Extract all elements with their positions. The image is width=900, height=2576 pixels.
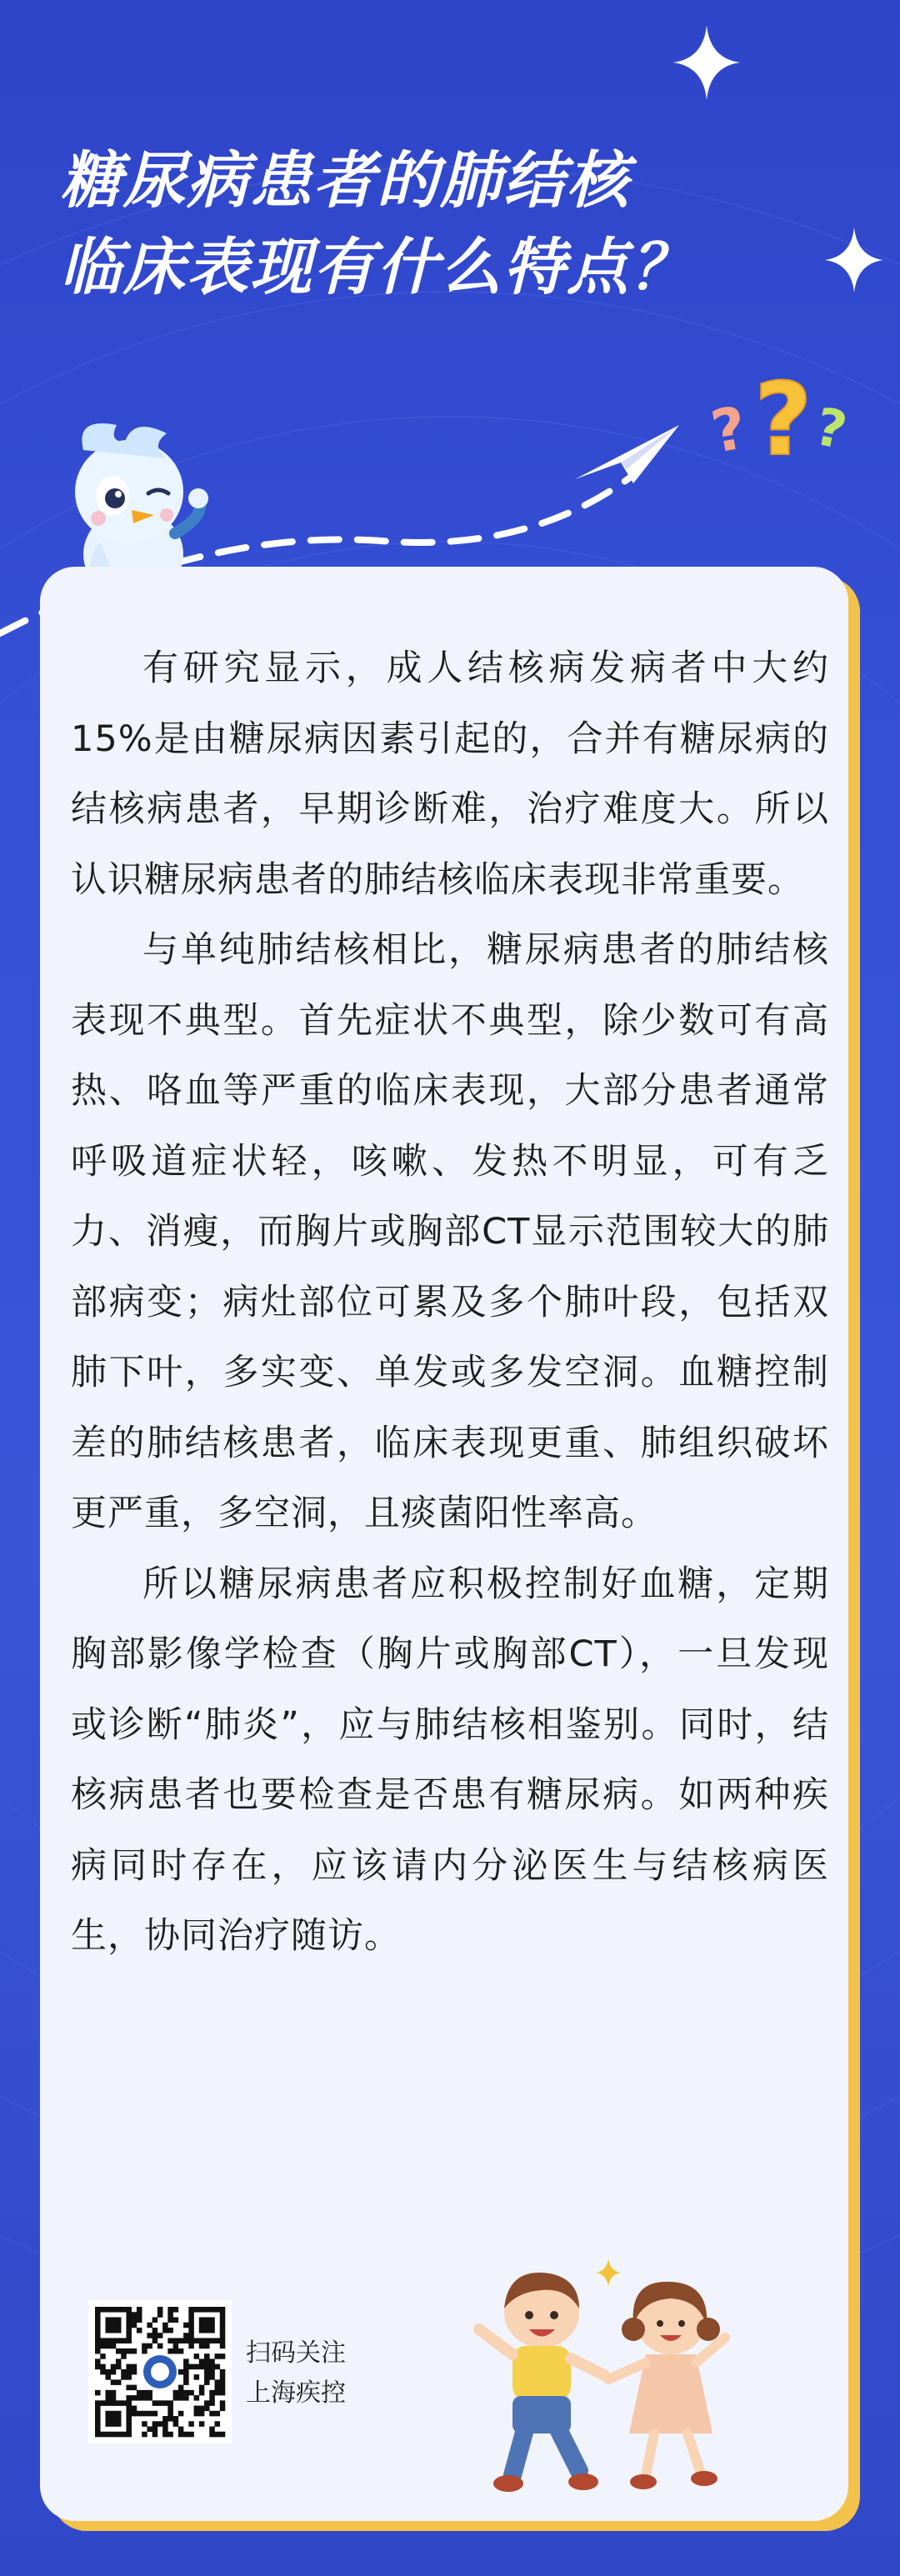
svg-text:?: ? [810,395,852,462]
paper-plane-icon [575,421,683,488]
title-line-2: 临床表现有什么特点？ [60,232,693,303]
qr-caption [246,2333,346,2413]
article-body [71,633,829,1972]
sparkle-icon [673,25,740,100]
paragraph-2: 与单纯肺结核相比，糖尿病患者的肺结核表现不典型。首先症状不典型，除少数可有高热、咯血等严重的临床表现，大部分患者通常呼吸道症状轻，咳嗽、发热不明显，可有乏力、消瘦，而胸片或胸部CT显示范围较大的肺部病变；病灶部位可累及多个肺叶段，包括双肺下叶，多实变、单发或多发空洞。血糖控制差的肺结核患者，临床表现更重、肺组织破坏更严重，多空洞，且痰菌阳性率高。 [71,929,829,1534]
question-marks-icon [706,358,862,483]
svg-text:?: ? [706,393,752,467]
children-illustration [467,2250,750,2500]
paragraph-3: 所以糖尿病患者应积极控制好血糖，定期胸部影像学检查（胸片或胸部CT），一旦发现或诊断“肺炎”，应与肺结核相鉴别。同时，结核病患者也要检查是否患有糖尿病。如两种疾病同时存在，应该请内分泌医生与结核病医生，协同治疗随访。 [71,1563,829,1957]
qr-caption-line-1: 扫码关注 [246,2338,346,2368]
qr-code-pattern [88,2300,232,2443]
svg-text:?: ? [754,363,812,478]
title-line-1: 糖尿病患者的肺结核 [60,145,630,217]
page-title [60,138,810,311]
paragraph-1: 有研究显示，成人结核病发病者中大约15%是由糖尿病因素引起的，合并有糖尿病的结核病患者，早期诊断难，治疗难度大。所以认识糖尿病患者的肺结核临床表现非常重要。 [71,648,829,901]
qr-code[interactable] [88,2300,232,2443]
sparkle-icon [825,227,883,293]
qr-caption-line-2: 上海疾控 [246,2378,346,2408]
